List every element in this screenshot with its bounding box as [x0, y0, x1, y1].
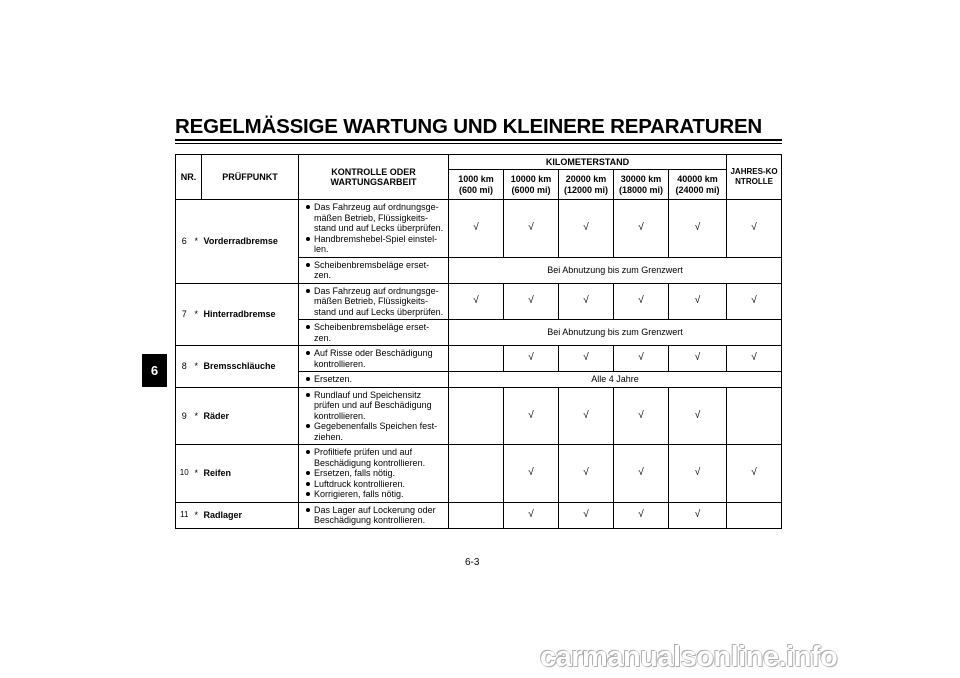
- header-interval-km: 1000 km: [458, 174, 494, 184]
- header-interval: [614, 170, 669, 200]
- maintenance-table: [175, 154, 782, 529]
- row-star: *: [193, 200, 202, 284]
- title-rule-thin: [175, 143, 782, 144]
- check-mark: √: [504, 200, 559, 258]
- action-item: Ersetzen.: [302, 374, 446, 385]
- header-annual-label: JAHRES-KONTROLLE: [730, 166, 778, 186]
- interval-note: Alle 4 Jahre: [449, 372, 782, 388]
- row-item: Reifen: [202, 445, 299, 503]
- row-number: 10: [176, 445, 193, 503]
- row-actions: [299, 320, 449, 346]
- check-mark: [449, 445, 504, 503]
- title-rule: [175, 139, 782, 141]
- check-mark: √: [669, 283, 727, 320]
- row-actions: [299, 200, 449, 258]
- check-mark: √: [614, 283, 669, 320]
- check-mark: √: [559, 283, 614, 320]
- header-interval-mi: (12000 mi): [563, 184, 609, 195]
- header-interval-mi: (18000 mi): [618, 184, 664, 195]
- page-title: REGELMÄSSIGE WARTUNG UND KLEINERE REPARATUREN: [175, 115, 763, 138]
- check-mark: √: [559, 346, 614, 372]
- action-item: Scheibenbremsbeläge erset-zen.: [302, 260, 446, 281]
- action-item: Handbremshebel-Spiel einstel-len.: [302, 234, 446, 255]
- row-star: *: [193, 283, 202, 346]
- action-item: Das Fahrzeug auf ordnungsge-mäßen Betrieb, Flüssigkeits-stand und auf Lecks überprüfen.: [302, 286, 446, 318]
- check-mark: [449, 502, 504, 528]
- row-item: Räder: [202, 387, 299, 445]
- row-actions: [299, 445, 449, 503]
- action-item: Auf Risse oder Beschädigung kontrollieren.: [302, 348, 446, 369]
- table-row: [176, 283, 782, 320]
- row-item: Bremsschläuche: [202, 346, 299, 388]
- watermark: carmanualsonline.info: [540, 641, 838, 673]
- action-item: Korrigieren, falls nötig.: [302, 489, 446, 500]
- interval-note: Bei Abnutzung bis zum Grenzwert: [449, 257, 782, 283]
- header-interval-km: 30000 km: [620, 174, 662, 184]
- check-mark: √: [559, 502, 614, 528]
- check-mark: [727, 387, 782, 445]
- check-mark: √: [727, 283, 782, 320]
- row-actions: [299, 387, 449, 445]
- header-interval: [504, 170, 559, 200]
- header-interval: [559, 170, 614, 200]
- header-interval-km: 40000 km: [677, 174, 718, 184]
- row-item: Radlager: [202, 502, 299, 528]
- row-star: *: [193, 346, 202, 388]
- action-item: Ersetzen, falls nötig.: [302, 468, 446, 479]
- check-mark: √: [614, 346, 669, 372]
- table-row: [176, 502, 782, 528]
- header-annual: [727, 155, 782, 200]
- header-action: [299, 155, 449, 200]
- table-row: [176, 200, 782, 258]
- table-row: [176, 445, 782, 503]
- check-mark: √: [614, 200, 669, 258]
- row-star: *: [193, 445, 202, 503]
- check-mark: √: [449, 283, 504, 320]
- check-mark: √: [727, 200, 782, 258]
- header-interval-km: 20000 km: [565, 174, 607, 184]
- row-number: 7: [176, 283, 193, 346]
- check-mark: [727, 502, 782, 528]
- row-actions: [299, 283, 449, 320]
- check-mark: √: [559, 200, 614, 258]
- check-mark: √: [669, 445, 727, 503]
- header-interval-km: 10000 km: [510, 174, 552, 184]
- check-mark: √: [614, 502, 669, 528]
- chapter-tab: 6: [142, 354, 167, 387]
- header-item: PRÜFPUNKT: [202, 155, 299, 200]
- action-item: Scheibenbremsbeläge erset-zen.: [302, 322, 446, 343]
- check-mark: √: [449, 200, 504, 258]
- row-actions: [299, 257, 449, 283]
- header-action-label: KONTROLLE ODER WARTUNGSARBEIT: [330, 166, 417, 187]
- check-mark: √: [504, 387, 559, 445]
- row-item: Vorderradbremse: [202, 200, 299, 284]
- check-mark: [449, 387, 504, 445]
- check-mark: √: [504, 346, 559, 372]
- page-number: 6-3: [465, 557, 480, 568]
- check-mark: √: [504, 283, 559, 320]
- row-actions: [299, 502, 449, 528]
- row-star: *: [193, 387, 202, 445]
- header-interval-mi: (600 mi): [458, 184, 493, 195]
- check-mark: √: [504, 445, 559, 503]
- action-item: Das Lager auf Lockerung oder Beschädigung kontrollieren.: [302, 505, 446, 526]
- action-item: Gegebenenfalls Speichen fest-ziehen.: [302, 421, 446, 442]
- check-mark: √: [614, 387, 669, 445]
- row-actions: [299, 346, 449, 372]
- action-item: Luftdruck kontrollieren.: [302, 479, 446, 490]
- check-mark: √: [727, 445, 782, 503]
- row-actions: [299, 372, 449, 388]
- header-odometer: KILOMETERSTAND: [449, 155, 727, 170]
- header-interval-mi: (6000 mi): [511, 184, 551, 195]
- row-number: 8: [176, 346, 193, 388]
- check-mark: [449, 346, 504, 372]
- table-row: [176, 346, 782, 372]
- interval-note: Bei Abnutzung bis zum Grenzwert: [449, 320, 782, 346]
- check-mark: √: [559, 445, 614, 503]
- action-item: Rundlauf und Speichensitz prüfen und auf Beschädigung kontrollieren.: [302, 390, 446, 422]
- header-nr: NR.: [176, 155, 202, 200]
- row-item: Hinterradbremse: [202, 283, 299, 346]
- check-mark: √: [669, 387, 727, 445]
- row-number: 9: [176, 387, 193, 445]
- row-number: 11: [176, 502, 193, 528]
- row-star: *: [193, 502, 202, 528]
- check-mark: √: [669, 346, 727, 372]
- check-mark: √: [614, 445, 669, 503]
- header-interval: [449, 170, 504, 200]
- check-mark: √: [669, 200, 727, 258]
- row-number: 6: [176, 200, 193, 284]
- table-row: [176, 387, 782, 445]
- action-item: Das Fahrzeug auf ordnungsge-mäßen Betrieb, Flüssigkeits-stand und auf Lecks überprüfen.: [302, 202, 446, 234]
- check-mark: √: [669, 502, 727, 528]
- check-mark: √: [727, 346, 782, 372]
- check-mark: √: [559, 387, 614, 445]
- header-interval: [669, 170, 727, 200]
- check-mark: √: [504, 502, 559, 528]
- header-interval-mi: (24000 mi): [675, 184, 720, 195]
- action-item: Profiltiefe prüfen und auf Beschädigung kontrollieren.: [302, 447, 446, 468]
